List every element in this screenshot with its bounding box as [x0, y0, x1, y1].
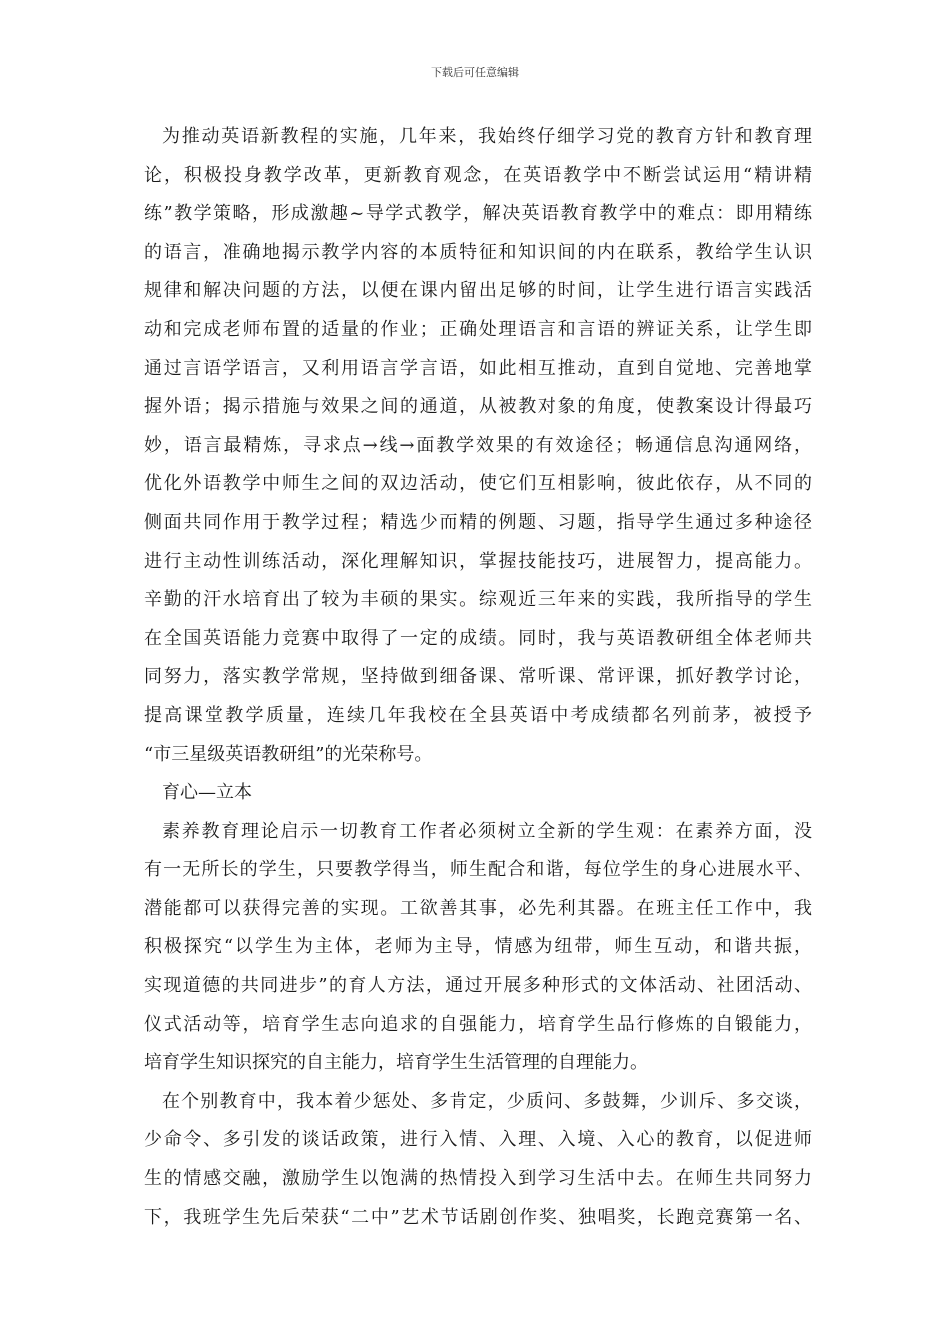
text-line: 提高课堂教学质量，连续几年我校在全县英语中考成绩都名列前茅，被授予	[144, 704, 812, 726]
text-line: 辛勤的汗水培育出了较为丰硕的果实。综观近三年来的实践，我所指导的学生	[144, 589, 812, 611]
text-line: 练”教学策略，形成激趣~导学式教学，解决英语教育教学中的难点：即用精练	[144, 203, 812, 225]
text-line: 同努力，落实教学常规，坚持做到细备课、常听课、常评课，抓好教学讨论，	[144, 666, 812, 688]
text-line: 生的情感交融，激励学生以饱满的热情投入到学习生活中去。在师生共同努力	[144, 1168, 812, 1190]
text-line: 少命令、多引发的谈话政策，进行入情、入理、入境、入心的教育，以促进师	[144, 1129, 812, 1151]
text-line: 通过言语学语言，又利用语言学言语，如此相互推动，直到自觉地、完善地掌	[144, 357, 812, 379]
text-line: 的语言，准确地揭示教学内容的本质特征和知识间的内在联系，教给学生认识	[144, 241, 812, 263]
text-line: 培育学生知识探究的自主能力，培育学生生活管理的自理能力。	[144, 1052, 648, 1074]
text-line: 有一无所长的学生，只要教学得当，师生配合和谐，每位学生的身心进展水平、	[144, 859, 812, 881]
text-line: 妙，语言最精炼，寻求点→线→面教学效果的有效途径；畅通信息沟通网络，	[144, 434, 812, 456]
text-line: 积极探究“以学生为主体，老师为主导，情感为纽带，师生互动，和谐共振，	[144, 936, 812, 958]
text-line: 下，我班学生先后荣获“二中”艺术节话剧创作奖、独唱奖，长跑竞赛第一名、	[144, 1206, 812, 1228]
text-line: 动和完成老师布置的适量的作业；正确处理语言和言语的辨证关系，让学生即	[144, 318, 812, 340]
text-line: 论，积极投身教学改革，更新教育观念，在英语教学中不断尝试运用“精讲精	[144, 164, 812, 186]
text-line: 潜能都可以获得完善的实现。工欲善其事，必先利其器。在班主任工作中，我	[144, 897, 812, 919]
text-line: 仪式活动等，培育学生志向追求的自强能力，培育学生品行修炼的自锻能力，	[144, 1013, 812, 1035]
text-line: 优化外语教学中师生之间的双边活动，使它们互相影响，彼此依存，从不同的	[144, 473, 812, 495]
text-line: 在个别教育中，我本着少惩处、多肯定，少质问、多鼓舞，少训斥、多交谈，	[162, 1090, 812, 1112]
text-line: 进行主动性训练活动，深化理解知识，掌握技能技巧，进展智力，提高能力。	[144, 550, 812, 572]
text-line: 握外语；揭示措施与效果之间的通道，从被教对象的角度，使教案设计得最巧	[144, 396, 812, 418]
text-line: 为推动英语新教程的实施，几年来，我始终仔细学习党的教育方针和教育理	[162, 126, 812, 147]
text-line: 侧面共同作用于教学过程；精选少而精的例题、习题，指导学生通过多种途径	[144, 511, 812, 533]
document-body	[144, 118, 812, 1237]
text-line: 素养教育理论启示一切教育工作者必须树立全新的学生观：在素养方面，没	[162, 820, 812, 842]
text-line: 在全国英语能力竞赛中取得了一定的成绩。同时，我与英语教研组全体老师共	[144, 627, 812, 649]
text-line: 实现道德的共同进步”的育人方法，通过开展多种形式的文体活动、社团活动、	[144, 975, 812, 997]
text-line: 规律和解决问题的方法，以便在课内留出足够的时间，让学生进行语言实践活	[144, 280, 812, 302]
page-header: 下载后可任意编辑	[431, 66, 519, 79]
text-line: 育心—立本	[162, 782, 252, 804]
text-line: “市三星级英语教研组”的光荣称号。	[144, 743, 433, 765]
